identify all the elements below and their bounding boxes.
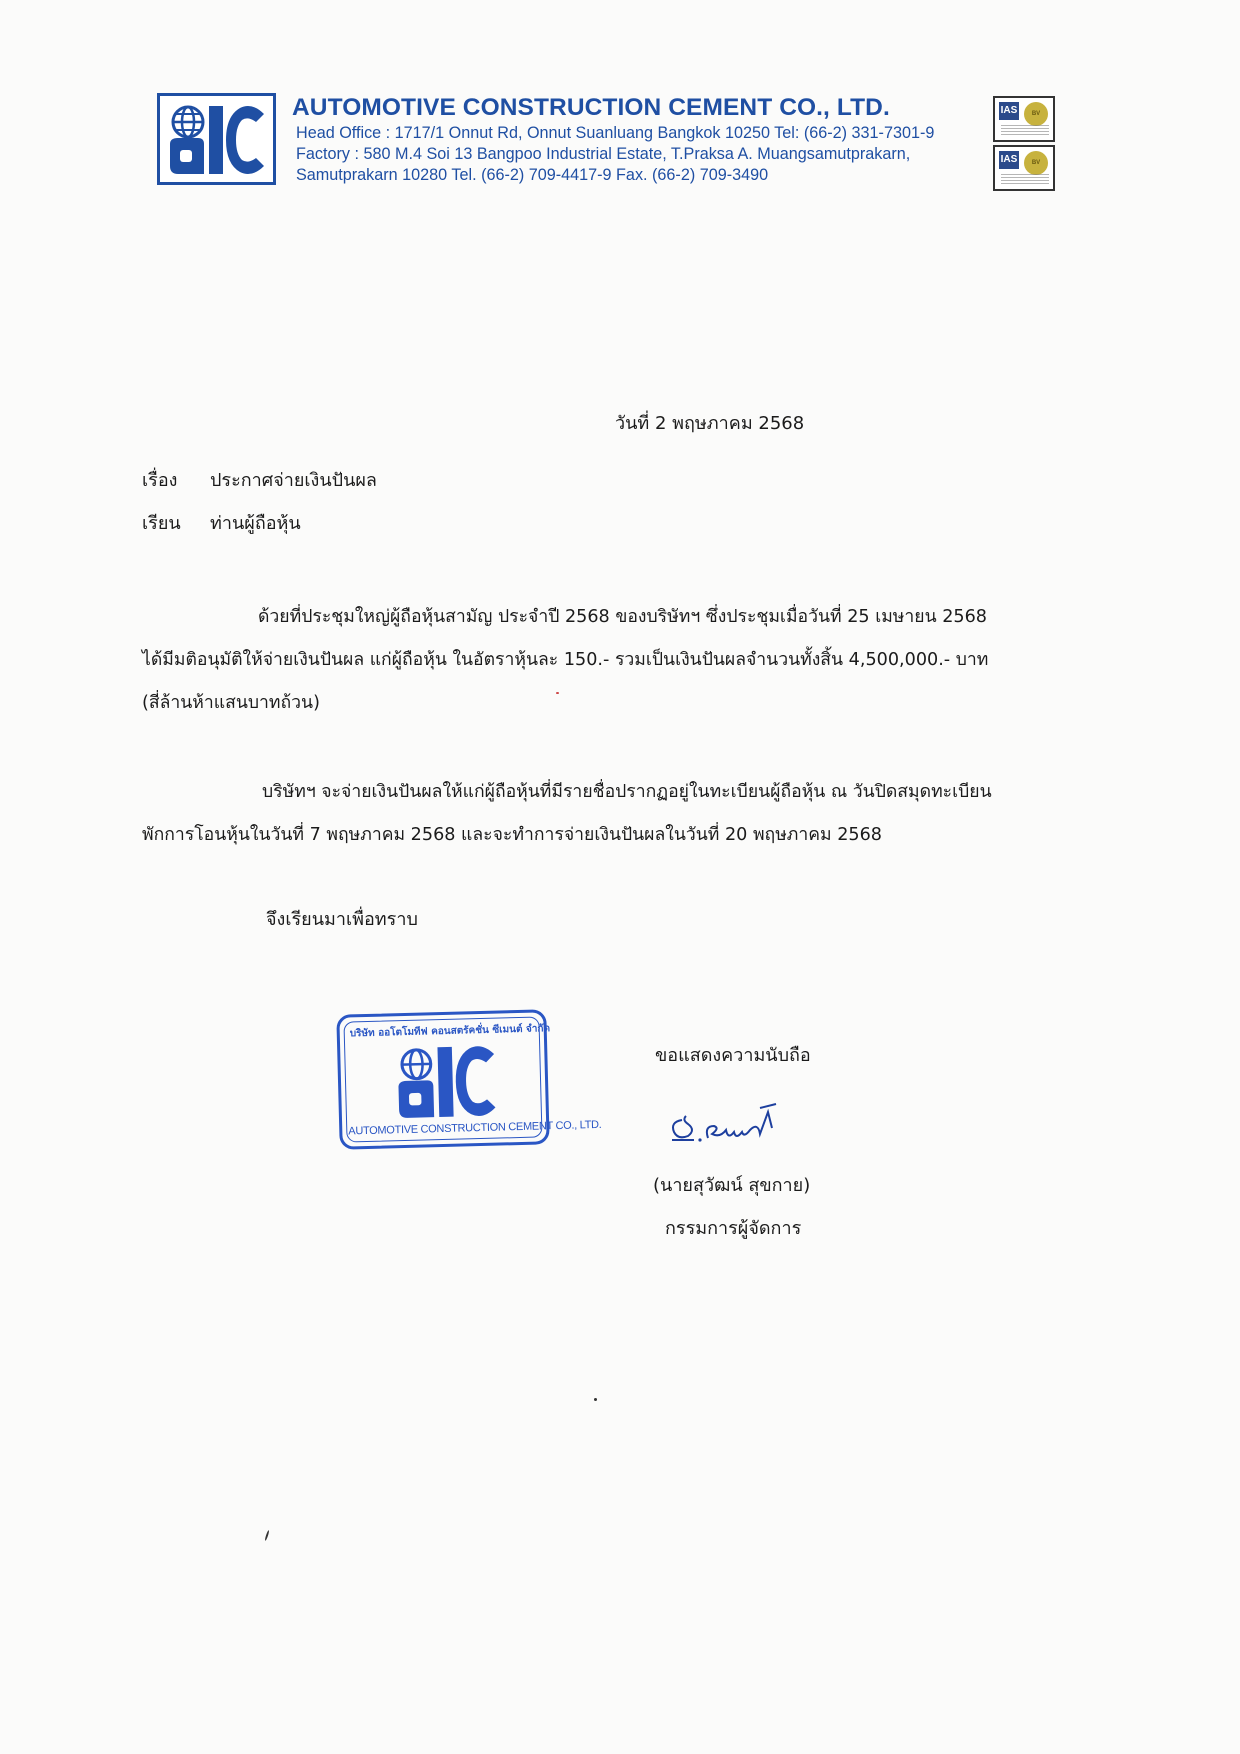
scan-speck bbox=[264, 1530, 269, 1541]
subject-text: ประกาศจ่ายเงินปันผล bbox=[210, 470, 377, 491]
scan-speck bbox=[556, 692, 559, 694]
ias-badge: IAS bbox=[999, 151, 1019, 169]
company-name: AUTOMOTIVE CONSTRUCTION CEMENT CO., LTD. bbox=[292, 94, 890, 121]
certification-badge bbox=[993, 145, 1055, 191]
head-office-address: Head Office : 1717/1 Onnut Rd, Onnut Suanluang Bangkok 10250 Tel: (66-2) 331-7301-9 bbox=[296, 124, 935, 142]
paragraph-1-line: (สี่ล้านห้าแสนบาทถ้วน) bbox=[142, 693, 320, 713]
signer-title: กรรมการผู้จัดการ bbox=[665, 1218, 802, 1239]
certification-badge bbox=[993, 96, 1055, 142]
closing-line: จึงเรียนมาเพื่อทราบ bbox=[266, 909, 418, 930]
stamp-thai-name: บริษัท ออโตโมทีฟ คอนสตรัคชั่น ซีเมนต์ จำกัด bbox=[349, 1023, 551, 1040]
certificate-fine-print bbox=[1001, 125, 1049, 137]
stamp-logo bbox=[390, 1039, 502, 1122]
company-logo bbox=[157, 93, 276, 185]
factory-contact: Samutprakarn 10280 Tel. (66-2) 709-4417-9 Fax. (66-2) 709-3490 bbox=[296, 166, 769, 184]
recipient-text: ท่านผู้ถือหุ้น bbox=[210, 513, 301, 534]
subject-label: เรื่อง bbox=[142, 470, 178, 491]
ias-badge: IAS bbox=[999, 102, 1019, 120]
certificate-fine-print bbox=[1001, 174, 1049, 186]
paragraph-2-line: พักการโอนหุ้นในวันที่ 7 พฤษภาคม 2568 และจะทำการจ่ายเงินปันผลในวันที่ 20 พฤษภาคม 2568 bbox=[142, 825, 883, 845]
scan-speck bbox=[594, 1398, 597, 1401]
bureau-veritas-seal: BV bbox=[1024, 102, 1048, 126]
factory-address: Factory : 580 M.4 Soi 13 Bangpoo Industrial Estate, T.Praksa A. Muangsamutprakarn, bbox=[296, 145, 911, 163]
paragraph-1-line: ด้วยที่ประชุมใหญ่ผู้ถือหุ้นสามัญ ประจำปี 2568 ของบริษัทฯ ซึ่งประชุมเมื่อวันที่ 25 เมษายน 2568 bbox=[258, 607, 987, 627]
paragraph-1-line: ได้มีมติอนุมัติให้จ่ายเงินปันผล แก่ผู้ถือหุ้น ในอัตราหุ้นละ 150.- รวมเป็นเงินปันผลจำนวนทั้งสิ้น 4,500,000.- บาท bbox=[142, 650, 989, 670]
recipient-label: เรียน bbox=[142, 513, 181, 534]
paragraph-2-line: บริษัทฯ จะจ่ายเงินปันผลให้แก่ผู้ถือหุ้นที่มีรายชื่อปรากฏอยู่ในทะเบียนผู้ถือหุ้น ณ วันปิดสมุดทะเบียน bbox=[262, 782, 992, 802]
regards-line: ขอแสดงความนับถือ bbox=[655, 1045, 811, 1066]
company-stamp bbox=[336, 1009, 602, 1149]
letter-date: วันที่ 2 พฤษภาคม 2568 bbox=[615, 413, 805, 434]
stamp-english-name: AUTOMOTIVE CONSTRUCTION CEMENT CO., LTD. bbox=[348, 1118, 602, 1138]
handwritten-signature bbox=[664, 1100, 784, 1148]
signer-name: (นายสุวัฒน์ สุขกาย) bbox=[653, 1175, 811, 1196]
bureau-veritas-seal: BV bbox=[1024, 151, 1048, 175]
